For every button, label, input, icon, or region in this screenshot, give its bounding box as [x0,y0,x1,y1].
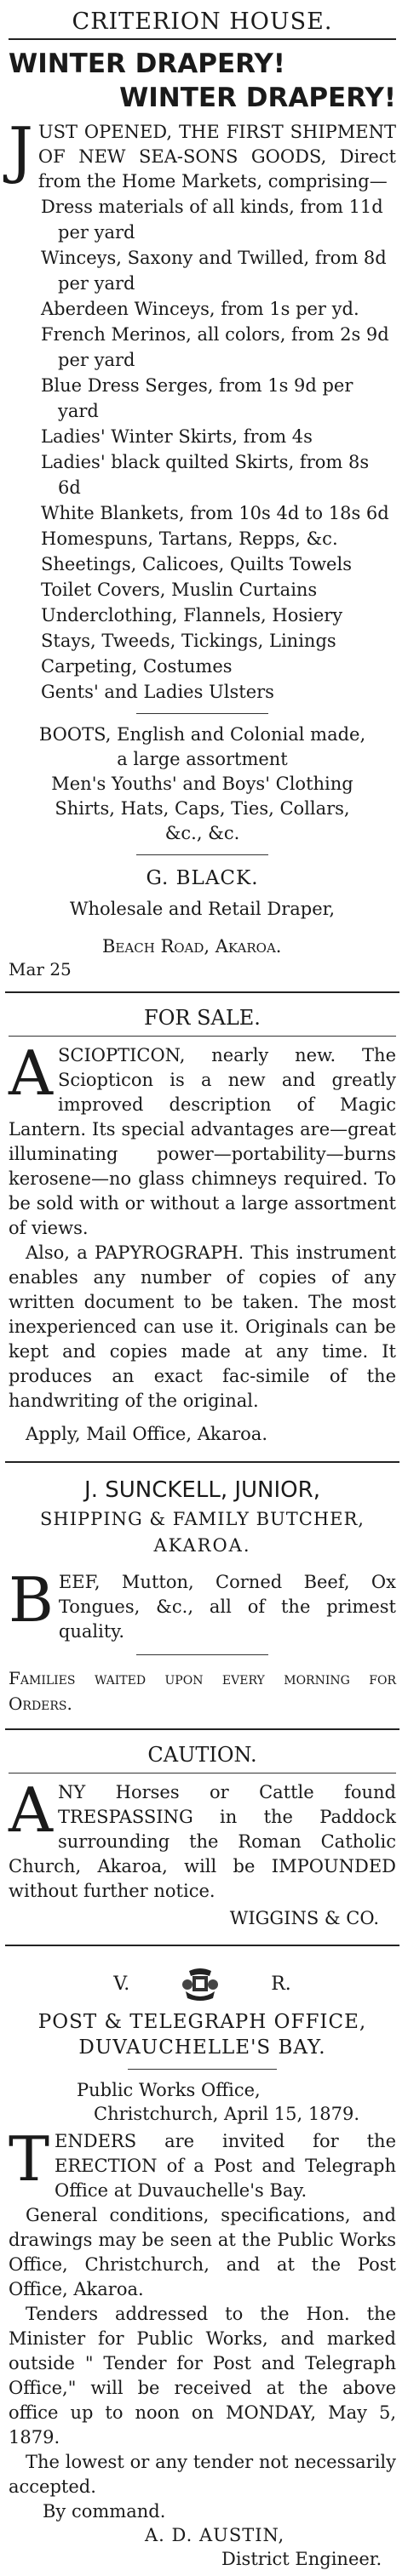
butcher-ad [5,1470,399,1722]
papyrograph-paragraph: Also, a PAPYROGRAPH. This instrument enables any number of copies of any written document to be taken. The most inexperienced can use it. Originals can be kept and copies made at any time. It produces an exact fac-simile of the handwriting of the original. [9,1242,396,1411]
caution-ad [5,1737,399,1938]
list-item: Gents' and Ladies Ulsters [41,682,274,702]
ad-heading: POST & TELEGRAPH OFFICE, [37,2011,367,2033]
by-command: By command. [43,2501,166,2522]
address-paragraph: Tenders addressed to the Hon. the Minister for Public Works, and marked outside " Tender for Post and Telegraph Office," will be received at the above office up to noon on MONDAY, May 5, 1879. [9,2304,396,2447]
office-line: Public Works Office, [77,2080,261,2100]
r-letter: R. [271,1973,291,1995]
caution-paragraph: ANY Horses or Cattle found TRESPASSING in the Paddock surrounding the Roman Catholic Church, Akaroa, will be IMPOUNDED without further notice. [9,1774,396,1901]
list-item: Sheetings, Calicoes, Quilts Towels [41,554,352,574]
proprietor-trade: Wholesale and Retail Draper, [69,899,336,919]
intro-paragraph: JUST OPENED, THE FIRST SHIPMENT OF NEW SEA-SONS GOODS, Direct from the Home Markets, comprising— [9,114,396,191]
proprietor-name: G. BLACK. [146,867,259,889]
address: Beach Road, Akaroa. [102,936,282,957]
newspaper-column [5,0,399,2576]
clothing-line: Men's Youths' and Boys' Clothing Shirts, Hats, Caps, Ties, Collars, &c., &c. [51,774,353,843]
sciopticon-paragraph: ASCIOPTICON, nearly new. The Sciopticon is a new and greatly improved description of Magic Lantern. Its special advantages are—great illuminating power—portability—burns kerosene—no glass chimneys required. To be sold with or without a large assortment of views. [9,1037,396,1238]
drop-cap: B [9,1564,54,1636]
list-item: French Merinos, all colors, from 2s 9d per yard [41,324,389,370]
list-item: Underclothing, Flannels, Hosiery [41,605,343,625]
drop-cap: A [9,1774,53,1846]
list-item: Carpeting, Costumes [41,656,233,677]
tender-paragraph: TENDERS are invited for the ERECTION of a Post and Telegraph Office at Duvauchelle's Bay. [9,2123,396,2201]
ad-heading: CAUTION. [147,1743,257,1767]
list-item: Stays, Tweeds, Tickings, Linings [41,631,336,651]
v-letter: V. [113,1973,130,1995]
ad-subheading: DUVAUCHELLE'S BAY. [78,2036,326,2059]
signatory-title: District Engineer. [221,2549,382,2569]
conditions-paragraph: General conditions, specifications, and drawings may be seen at the Public Works Office, Christchurch, and at the Post Office, Akaroa. [9,2205,396,2299]
criterion-house-ad [5,0,399,985]
winter-drapery-2: WINTER DRAPERY! [119,83,396,113]
list-item: Winceys, Saxony and Twilled, from 8d per yard [41,248,387,294]
goods-list [9,194,396,705]
list-item: Ladies' black quilted Skirts, from 8s 6d [41,452,370,498]
for-sale-ad [5,1000,399,1454]
butcher-place: AKAROA. [153,1535,251,1556]
butcher-trade: SHIPPING & FAMILY BUTCHER, [40,1509,365,1529]
ad-date: Mar 25 [9,959,72,980]
drop-cap: A [9,1037,53,1109]
royal-coat-of-arms-icon [181,1964,220,2003]
caution-signature: WIGGINS & CO. [229,1908,379,1928]
families-notice: Families waited upon every morning for Orders. [9,1668,396,1714]
winter-drapery-1: WINTER DRAPERY! [9,49,285,79]
list-item: Dress materials of all kinds, from 11d per yard [41,197,383,243]
dateline: Christchurch, April 15, 1879. [94,2104,359,2124]
list-item: White Blankets, from 10s 4d to 18s 6d [41,503,389,523]
signatory-name: A. D. AUSTIN, [145,2525,285,2545]
ad-heading: CRITERION HOUSE. [72,9,333,35]
royal-header [9,1958,396,2009]
ad-heading: FOR SALE. [144,1006,261,1030]
drop-cap: J [9,114,33,186]
list-item: Blue Dress Serges, from 1s 9d per yard [41,375,353,421]
lowest-tender-paragraph: The lowest or any tender not necessarily accepted. [9,2452,396,2497]
list-item: Homespuns, Tartans, Repps, &c. [41,528,338,549]
list-item: Ladies' Winter Skirts, from 4s [41,426,313,447]
apply-line: Apply, Mail Office, Akaroa. [26,1424,268,1444]
ad-heading: J. SUNCKELL, JUNIOR, [84,1477,320,1503]
boots-line: BOOTS, English and Colonial made, a large assortment [38,724,366,769]
post-office-ad [5,1953,399,2576]
list-item: Aberdeen Winceys, from 1s per yd. [41,299,359,319]
drop-cap: T [9,2123,50,2195]
list-item: Toilet Covers, Muslin Curtains [41,580,318,600]
meat-paragraph: BEEF, Mutton, Corned Beef, Ox Tongues, &c., all of the primest quality. [9,1564,396,1642]
